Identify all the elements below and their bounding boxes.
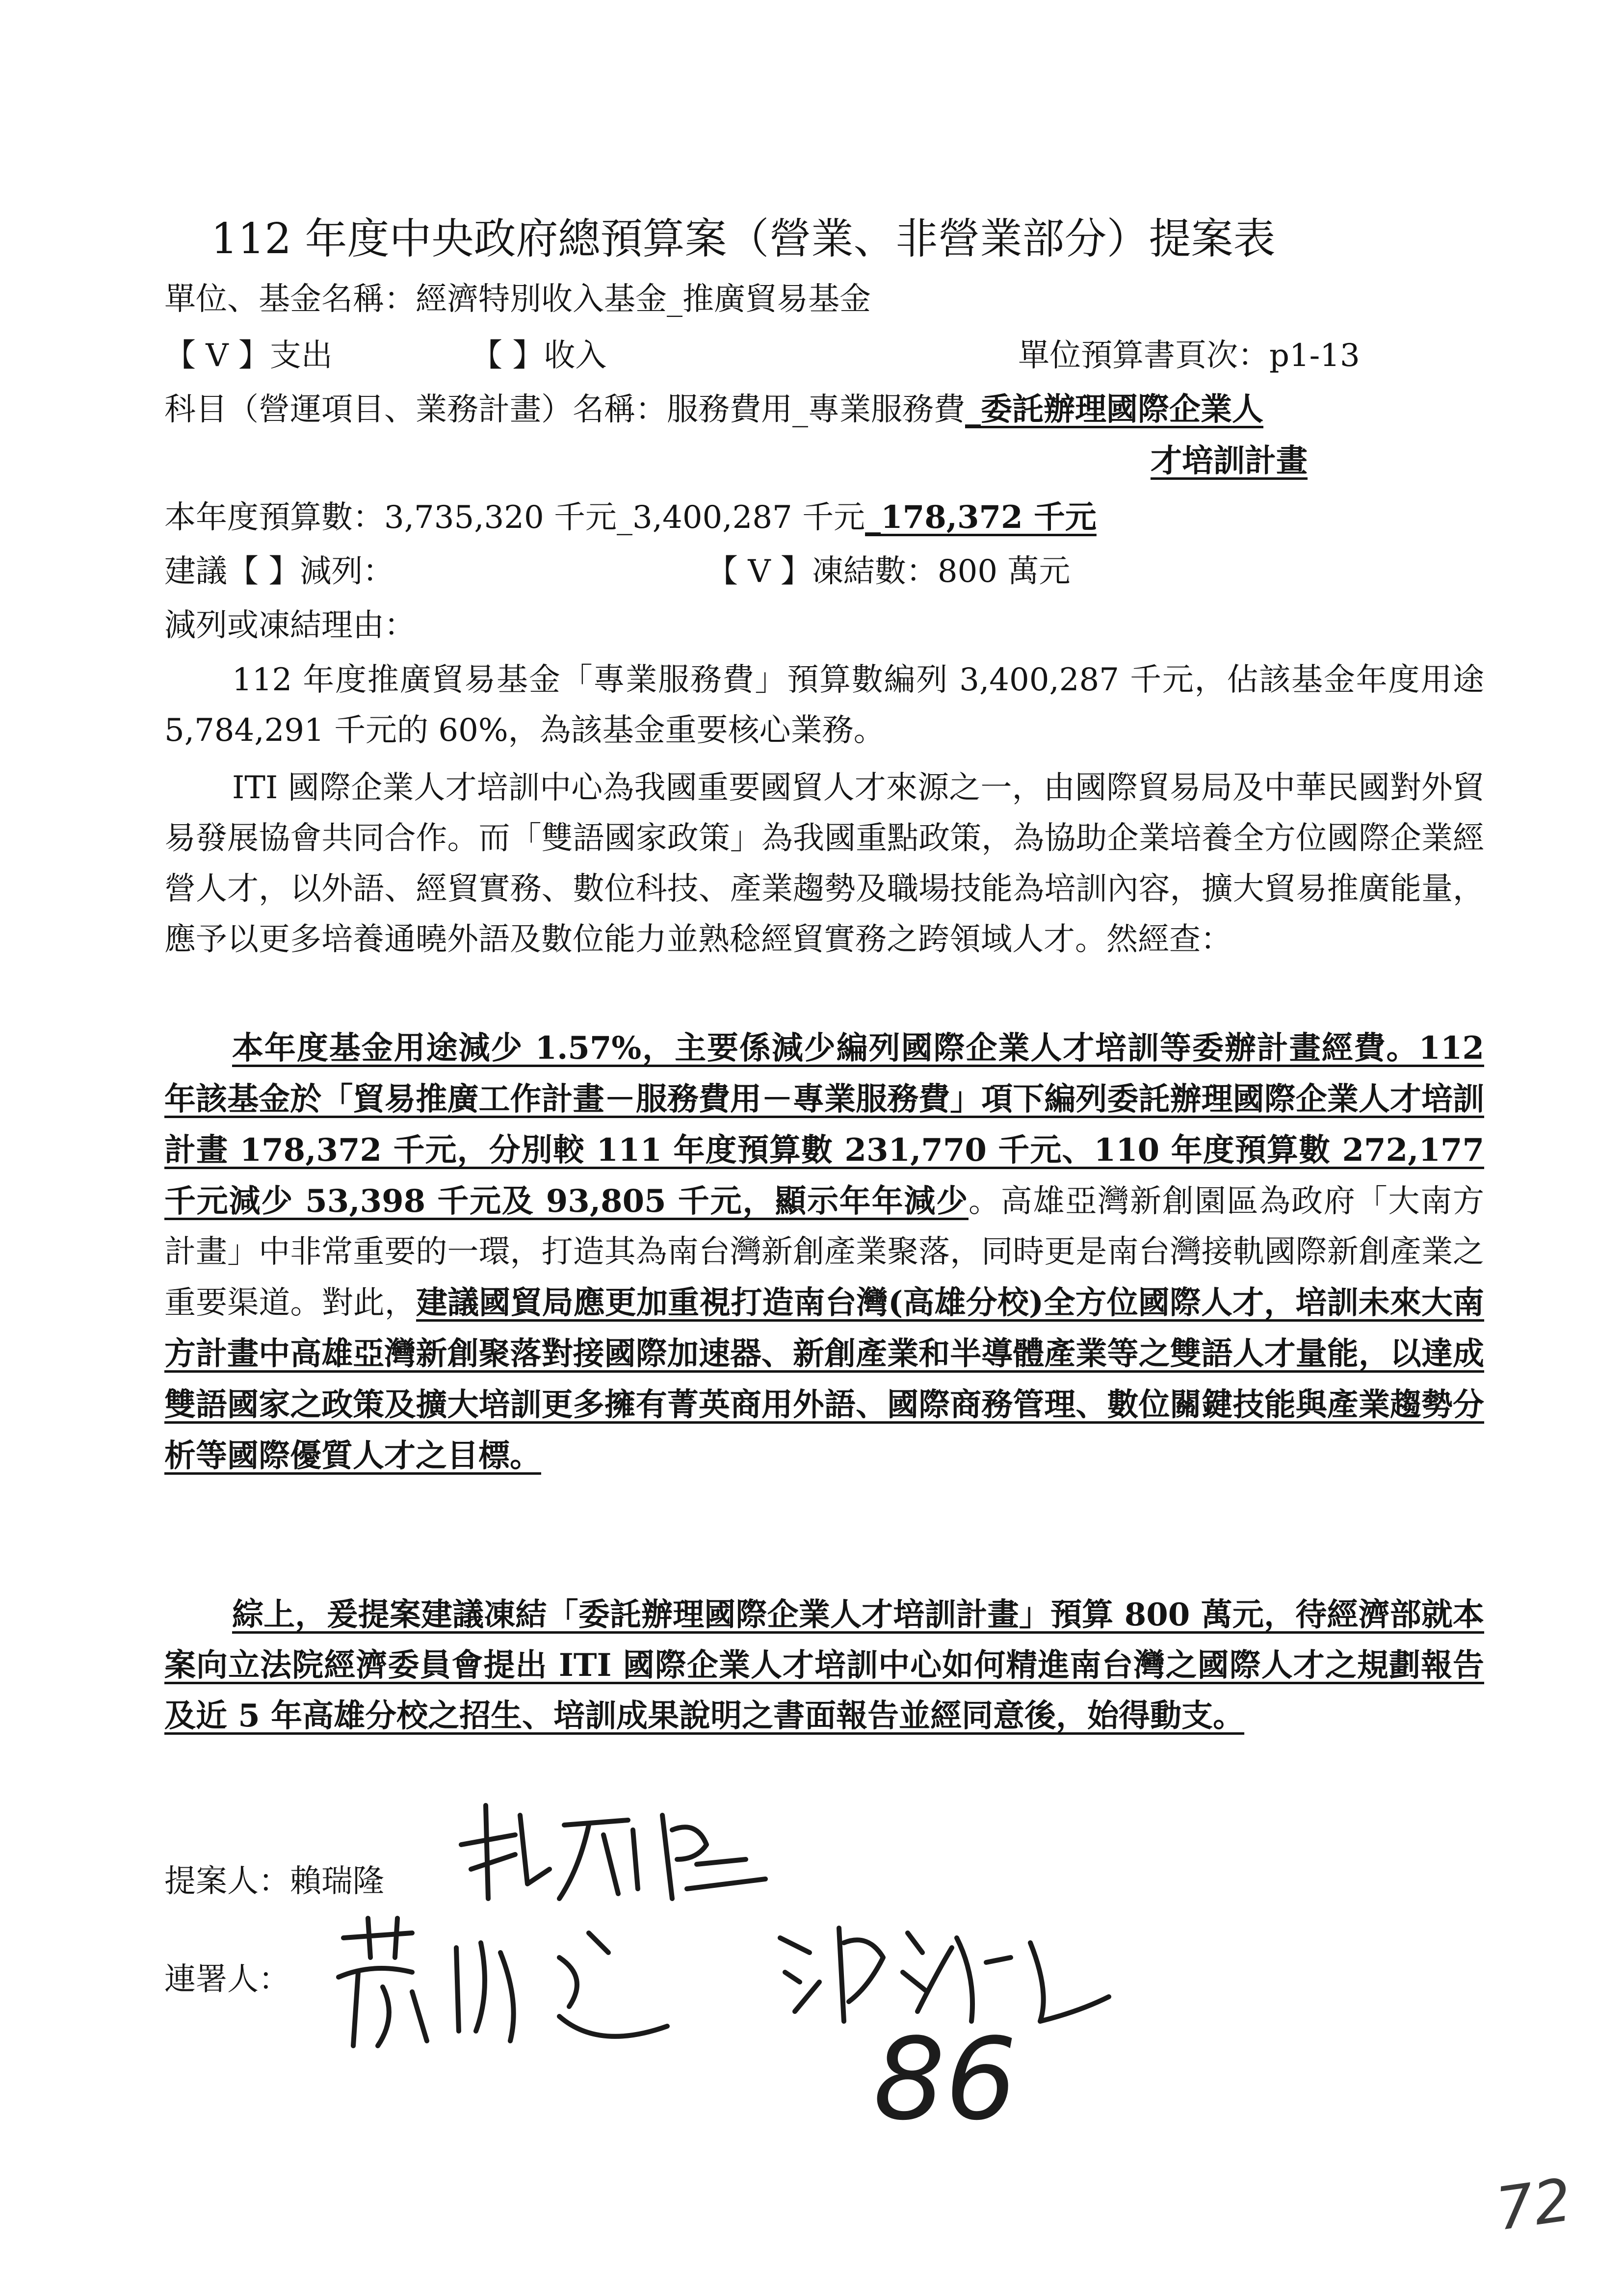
paragraph-iti-background: ITI 國際企業人才培訓中心為我國重要國貿人才來源之一，由國際貿易局及中華民國對外貿易發展協會共同合作。而「雙語國家政策」為我國重點政策，為協助企業培養全方位國際企業經營人才，以外語、經貿實務、數位科技、產業趨勢及職場技能為培訓內容，擴大貿易推廣能量，應予以更多培養通曉外語及數位能力並熟稔經貿實務之跨領域人才。然經查： [164,770,1484,958]
cosigner-label: 連署人： [164,1961,290,1998]
findings-recommendation: 建議國貿局應更加重視打造南台灣(高雄分校)全方位國際人才，培訓未來大南方計畫中高雄亞灣新創聚落對接國際加速器、新創產業和半導體產業等之雙語人才量能，以達成雙語國家之政策及擴大培訓更多擁有菁英商用外語、國際商務管理、數位關鍵技能與產業趨勢分析等國際優質人才之目標。 [164,1284,1485,1474]
cut-checkbox-label: 建議【 】減列： [164,553,394,590]
budget-highlight: _178,372 千元 [865,499,1097,536]
page-title: 112 年度中央政府總預算案（營業、非營業部分）提案表 [211,214,1276,263]
cosigner-signature-1 [314,1904,687,2061]
corner-page-mark: 72 [1492,2166,1576,2244]
cosigner-signature-2 [765,1904,1119,2031]
reason-label: 減列或凍結理由： [164,607,416,644]
budget-page-reference: 單位預算書頁次：p1-13 [1018,338,1360,374]
budget-prefix: 本年度預算數：3,735,320 千元_3,400,287 千元 [164,499,865,536]
income-checkbox-label: 【 】收入 [471,338,607,374]
subject-highlight-continued: 才培訓計畫 [1151,443,1308,479]
paragraph-conclusion: 綜上，爰提案建議凍結「委託辦理國際企業人才培訓計畫」預算 800 萬元，待經濟部就本案向立法院經濟委員會提出 ITI 國際企業人才培訓中心如何精進南台灣之國際人才之規劃報告及近 5 年高雄分校之招生、培訓成果說明之書面報告並經同意後，始得動支。 [164,1596,1484,1734]
findings-kaohsiung-context: 。高雄亞灣新創園區為政府「大南方計畫」中非常重要的一環，打造其為南台灣新創產業聚落，同時更是南台灣接軌國際新創產業之重要渠道。對此， [164,1183,1484,1321]
findings-budget-decrease: 本年度基金用途減少 1.57%，主要係減少編列國際企業人才培訓等委辦計畫經費。112 年該基金於「貿易推廣工作計畫－服務費用－專業服務費」項下編列委託辦理國際企業人才培訓計畫 178,372 千元，分別較 111 年度預算數 231,770 千元、110 年度預算數 272,177 千元減少 53,398 千元及 93,805 千元，顯示年年減少 [164,1030,1484,1220]
paragraph-fund-summary: 112 年度推廣貿易基金「專業服務費」預算數編列 3,400,287 千元，佔該基金年度用途 5,784,291 千元的 60%，為該基金重要核心業務。 [164,662,1484,749]
proposer-signature [442,1786,795,1913]
budget-line [164,498,1097,537]
handwritten-number: 86 [873,2014,1017,2145]
proposer-label: 提案人：賴瑞隆 [164,1863,384,1900]
freeze-checkbox-label: 【 V 】凍結數：800 萬元 [707,553,1071,590]
expense-checkbox-label: 【 V 】支出 [164,338,333,374]
subject-highlight: _委託辦理國際企業人 [965,391,1263,428]
paragraph-findings [164,1023,1484,1482]
subject-line [164,390,1263,429]
unit-fund-line: 單位、基金名稱：經濟特別收入基金_推廣貿易基金 [164,281,871,317]
subject-prefix: 科目（營運項目、業務計畫）名稱：服務費用_專業服務費 [164,391,965,428]
